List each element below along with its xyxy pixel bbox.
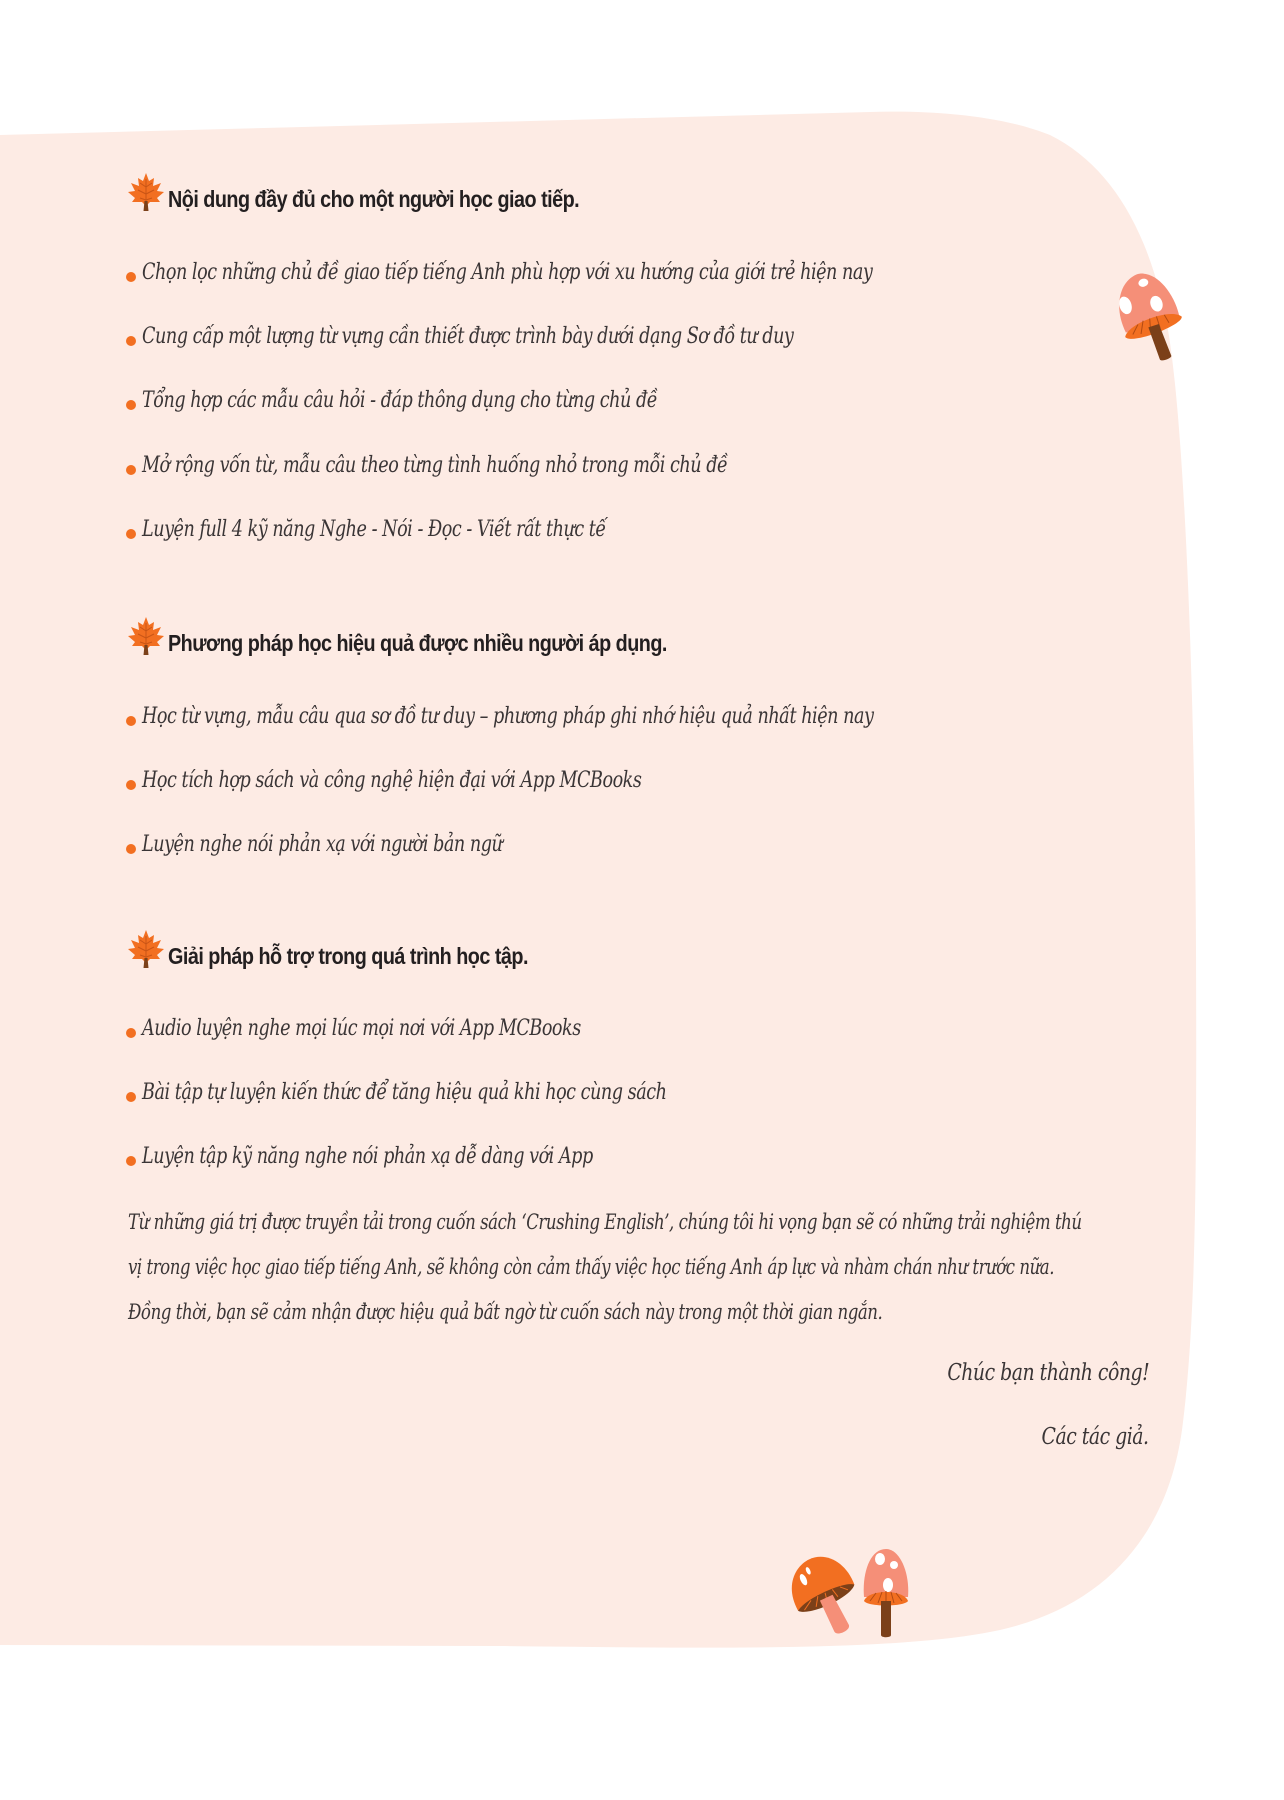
signature: Các tác giả.	[1041, 1424, 1149, 1450]
list-item	[126, 1072, 798, 1112]
list-item	[126, 696, 1056, 736]
list-item-text: Cung cấp một lượng từ vựng cần thiết được trình bày dưới dạng Sơ đồ tư duy	[142, 323, 794, 349]
list-item-text: Bài tập tự luyện kiến thức để tăng hiệu quả khi học cùng sách	[142, 1079, 667, 1105]
section-heading-text: Phương pháp học hiệu quả được nhiều người áp dụng.	[168, 630, 667, 656]
bullet-icon	[126, 1156, 136, 1166]
bullet-icon	[126, 400, 136, 410]
spotted-mushroom-icon	[1116, 268, 1186, 364]
maple-leaf-icon	[126, 928, 166, 970]
bullet-icon	[126, 336, 136, 346]
bullet-icon	[126, 465, 136, 475]
list-item-text: Audio luyện nghe mọi lúc mọi nơi với App MCBooks	[142, 1015, 581, 1041]
list-item-text: Mở rộng vốn từ, mẫu câu theo từng tình huống nhỏ trong mỗi chủ đề	[142, 452, 728, 478]
list-item	[126, 760, 766, 800]
section-heading-text: Nội dung đầy đủ cho một người học giao tiếp.	[168, 186, 580, 212]
bullet-icon	[126, 716, 136, 726]
bullet-icon	[126, 1028, 136, 1038]
closing-line: Từ những giá trị được truyền tải trong cuốn sách ‘Crushing English’, chúng tôi hi vọng bạn sẽ có những trải nghiệm thú	[128, 1210, 1082, 1234]
orange-mushroom-icon	[790, 1550, 860, 1640]
list-item-text: Tổng hợp các mẫu câu hỏi - đáp thông dụng cho từng chủ đề	[142, 387, 658, 413]
list-item-text: Luyện nghe nói phản xạ với người bản ngữ	[142, 831, 503, 857]
list-item	[126, 316, 956, 356]
list-item-text: Học tích hợp sách và công nghệ hiện đại với App MCBooks	[142, 767, 642, 793]
list-item	[126, 252, 1055, 292]
bullet-icon	[126, 844, 136, 854]
bullet-icon	[126, 780, 136, 790]
list-item-text: Học từ vựng, mẫu câu qua sơ đồ tư duy – phương pháp ghi nhớ hiệu quả nhất hiện nay	[142, 703, 874, 729]
bullet-icon	[126, 272, 136, 282]
maple-leaf-icon	[126, 615, 166, 657]
section-heading-content	[126, 173, 646, 217]
list-item	[126, 509, 722, 549]
section-heading-text: Giải pháp hỗ trợ trong quá trình học tập.	[168, 943, 528, 969]
closing-wish: Chúc bạn thành công!	[947, 1360, 1149, 1386]
list-item	[126, 1136, 705, 1176]
list-item-text: Chọn lọc những chủ đề giao tiếp tiếng Anh phù hợp với xu hướng của giới trẻ hiện nay	[142, 259, 873, 285]
list-item	[126, 824, 593, 864]
closing-line: vị trong việc học giao tiếp tiếng Anh, sẽ không còn cảm thấy việc học tiếng Anh áp lực và nhàm chán như trước nữa.	[128, 1255, 1055, 1279]
closing-paragraph	[128, 1200, 1155, 1335]
maple-leaf-icon	[126, 171, 166, 213]
spotted-mushroom-icon	[858, 1545, 914, 1639]
list-item	[126, 1008, 691, 1048]
section-heading-method	[126, 617, 748, 661]
section-heading-support	[126, 930, 587, 974]
bullet-icon	[126, 1092, 136, 1102]
list-item-text: Luyện tập kỹ năng nghe nói phản xạ dễ dàng với App	[142, 1143, 593, 1169]
list-item	[126, 445, 874, 485]
list-item	[126, 380, 786, 420]
closing-line: Đồng thời, bạn sẽ cảm nhận được hiệu quả bất ngờ từ cuốn sách này trong một thời gian ngắn.	[128, 1300, 883, 1324]
list-item-text: Luyện full 4 kỹ năng Nghe - Nói - Đọc - Viết rất thực tế	[142, 516, 606, 542]
bullet-icon	[126, 529, 136, 539]
